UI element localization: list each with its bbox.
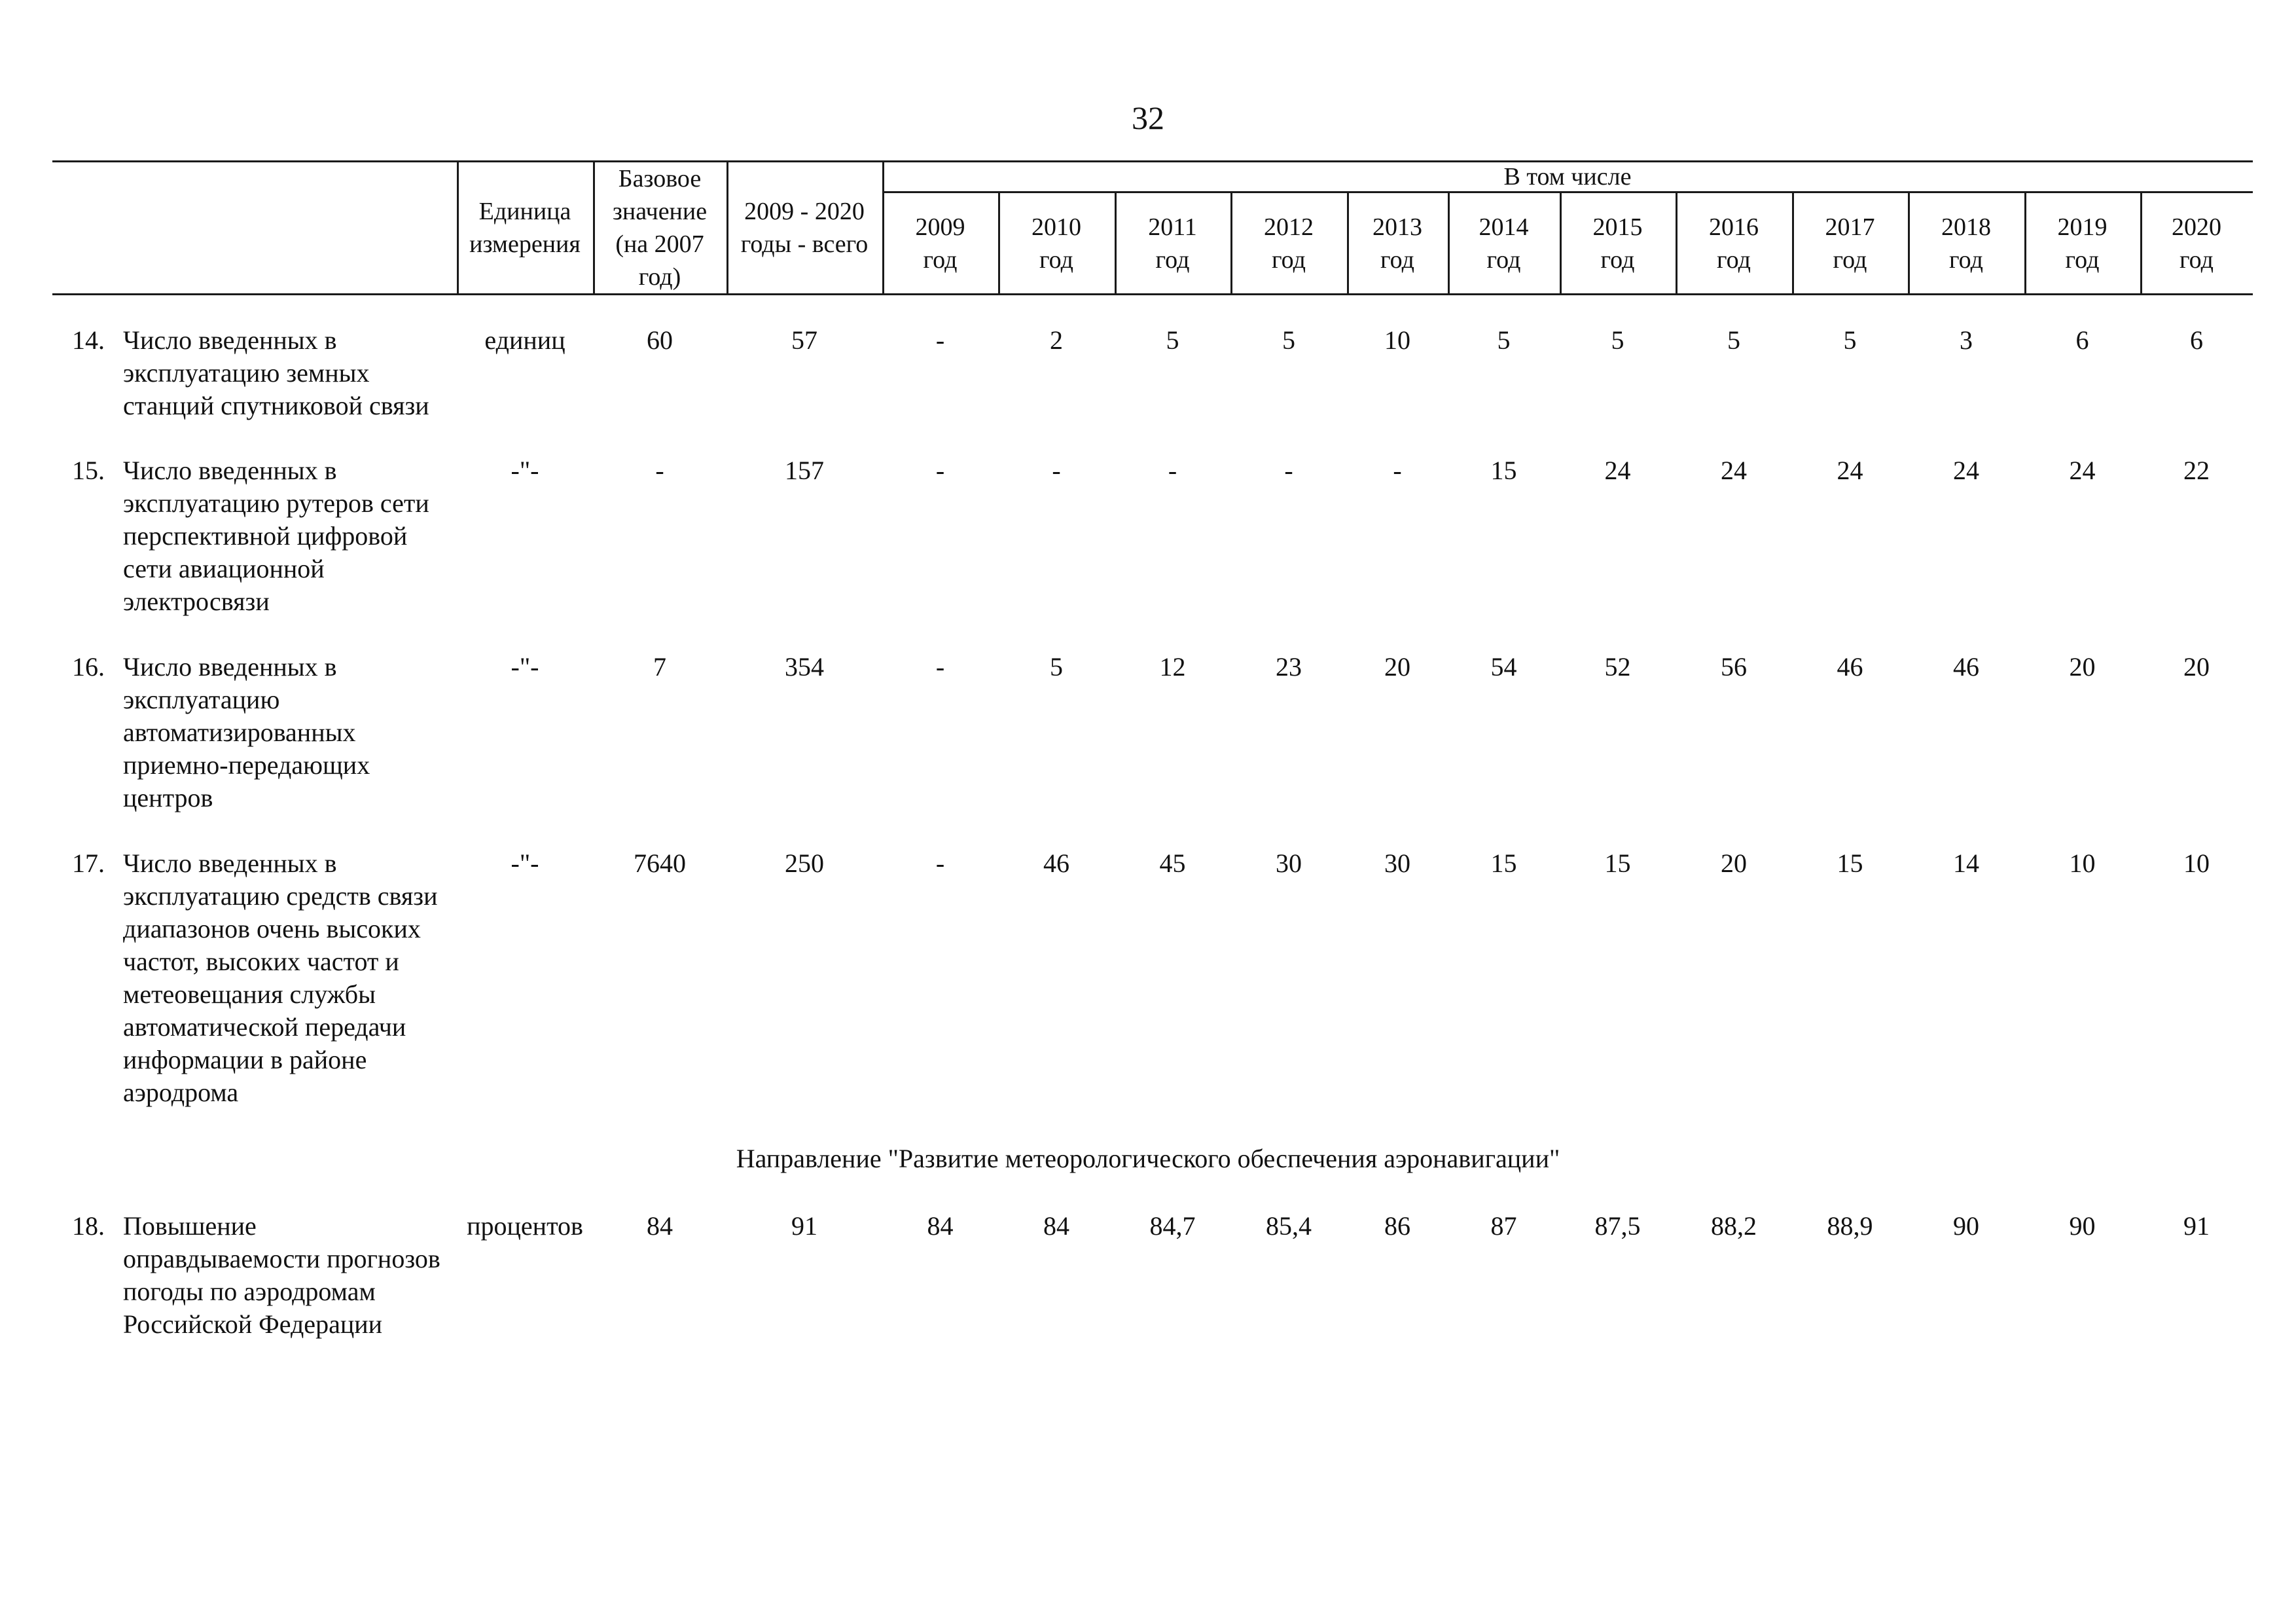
row-number: 18. xyxy=(72,1211,105,1241)
row-number: 15. xyxy=(72,456,105,485)
year-value-cell: 88,9 xyxy=(1827,1211,1873,1241)
year-value-cell: 20 xyxy=(1384,652,1410,682)
year-value-cell: - xyxy=(1393,456,1402,485)
year-value-cell: 46 xyxy=(1837,652,1863,682)
year-value-cell: 24 xyxy=(1953,456,1979,485)
base-value-cell: - xyxy=(655,456,664,485)
base-value-cell: 60 xyxy=(647,325,673,355)
header-base-value: Базовое значение (на 2007 год) xyxy=(612,164,708,291)
unit-cell: единиц xyxy=(484,325,565,355)
total-cell: 354 xyxy=(785,652,824,682)
year-value-cell: 30 xyxy=(1276,848,1302,878)
header-year: 2009 год xyxy=(915,213,965,274)
header-year: 2014 год xyxy=(1479,213,1529,274)
year-value-cell: 15 xyxy=(1837,848,1863,878)
year-value-cell: 5 xyxy=(1727,325,1740,355)
year-value-cell: 45 xyxy=(1159,848,1186,878)
year-value-cell: 24 xyxy=(1837,456,1863,485)
year-value-cell: 5 xyxy=(1050,652,1063,682)
year-value-cell: 5 xyxy=(1843,325,1857,355)
year-value-cell: 90 xyxy=(2069,1211,2096,1241)
header-year: 2011 год xyxy=(1148,213,1197,274)
total-cell: 157 xyxy=(785,456,824,485)
year-value-cell: 85,4 xyxy=(1266,1211,1312,1241)
header-year: 2010 год xyxy=(1031,213,1081,274)
year-value-cell: 56 xyxy=(1721,652,1747,682)
year-value-cell: 3 xyxy=(1960,325,1973,355)
row-number: 16. xyxy=(72,652,105,682)
section-title: Направление "Развитие метеорологического обеспечения аэронавигации" xyxy=(736,1144,1560,1173)
base-value-cell: 7640 xyxy=(634,848,686,878)
year-value-cell: - xyxy=(935,848,945,878)
year-value-cell: - xyxy=(935,652,945,682)
year-value-cell: - xyxy=(1284,456,1293,485)
indicator-name: Повышение оправдываемости прогнозов погоды по аэродромам Российской Федерации xyxy=(123,1211,440,1339)
year-value-cell: 87 xyxy=(1490,1211,1517,1241)
base-value-cell: 84 xyxy=(647,1211,673,1241)
year-value-cell: - xyxy=(935,325,945,355)
header-year: 2013 год xyxy=(1372,213,1422,274)
table-header-bottom-rule xyxy=(52,293,2253,295)
year-value-cell: - xyxy=(1052,456,1061,485)
year-value-cell: 30 xyxy=(1384,848,1410,878)
year-value-cell: 12 xyxy=(1159,652,1186,682)
header-year: 2017 год xyxy=(1825,213,1875,274)
year-value-cell: 20 xyxy=(2069,652,2096,682)
year-value-cell: 10 xyxy=(2069,848,2096,878)
indicator-name: Число введенных в эксплуатацию средств связи диапазонов очень высоких частот, высоких частот и метеовещания службы автоматической передачи информации в районе аэродрома xyxy=(123,848,438,1107)
row-number: 14. xyxy=(72,325,105,355)
year-value-cell: 24 xyxy=(1721,456,1747,485)
year-value-cell: 5 xyxy=(1282,325,1295,355)
year-value-cell: 87,5 xyxy=(1594,1211,1641,1241)
indicator-name: Число введенных в эксплуатацию земных станций спутниковой связи xyxy=(123,325,429,420)
year-value-cell: 84,7 xyxy=(1149,1211,1196,1241)
year-value-cell: 20 xyxy=(1721,848,1747,878)
year-value-cell: 23 xyxy=(1276,652,1302,682)
unit-cell: процентов xyxy=(467,1211,583,1241)
year-value-cell: 15 xyxy=(1490,456,1517,485)
header-year: 2016 год xyxy=(1709,213,1759,274)
year-value-cell: 22 xyxy=(2183,456,2210,485)
year-value-cell: - xyxy=(935,456,945,485)
year-value-cell: 5 xyxy=(1611,325,1624,355)
header-year: 2015 год xyxy=(1592,213,1643,274)
year-value-cell: 24 xyxy=(1604,456,1631,485)
year-value-cell: 14 xyxy=(1953,848,1979,878)
year-value-cell: 84 xyxy=(927,1211,954,1241)
unit-cell: -"- xyxy=(511,848,539,878)
year-value-cell: 84 xyxy=(1043,1211,1069,1241)
year-value-cell: 24 xyxy=(2069,456,2096,485)
header-unit: Единица измерения xyxy=(469,197,581,258)
unit-cell: -"- xyxy=(511,652,539,682)
year-value-cell: - xyxy=(1168,456,1177,485)
year-value-cell: 10 xyxy=(2183,848,2210,878)
row-number: 17. xyxy=(72,848,105,878)
year-value-cell: 6 xyxy=(2190,325,2203,355)
year-value-cell: 88,2 xyxy=(1711,1211,1757,1241)
year-value-cell: 91 xyxy=(2183,1211,2210,1241)
year-value-cell: 15 xyxy=(1604,848,1631,878)
indicator-name: Число введенных в эксплуатацию рутеров сети перспективной цифровой сети авиационной электросвязи xyxy=(123,456,429,616)
year-value-cell: 46 xyxy=(1043,848,1069,878)
year-value-cell: 2 xyxy=(1050,325,1063,355)
year-value-cell: 86 xyxy=(1384,1211,1410,1241)
header-year: 2018 год xyxy=(1941,213,1991,274)
total-cell: 91 xyxy=(791,1211,817,1241)
year-value-cell: 90 xyxy=(1953,1211,1979,1241)
header-year: 2012 год xyxy=(1264,213,1314,274)
total-cell: 57 xyxy=(791,325,817,355)
page-number: 32 xyxy=(1132,100,1164,136)
year-value-cell: 20 xyxy=(2183,652,2210,682)
base-value-cell: 7 xyxy=(653,652,666,682)
year-value-cell: 5 xyxy=(1497,325,1511,355)
year-value-cell: 54 xyxy=(1490,652,1517,682)
total-cell: 250 xyxy=(785,848,824,878)
header-year: 2020 год xyxy=(2172,213,2221,274)
year-value-cell: 5 xyxy=(1166,325,1179,355)
header-year: 2019 год xyxy=(2057,213,2108,274)
year-value-cell: 10 xyxy=(1384,325,1410,355)
header-total: 2009 - 2020 годы - всего xyxy=(740,197,869,258)
header-including: В том числе xyxy=(1503,162,1632,191)
year-value-cell: 52 xyxy=(1604,652,1631,682)
unit-cell: -"- xyxy=(511,456,539,485)
year-value-cell: 15 xyxy=(1490,848,1517,878)
year-value-cell: 6 xyxy=(2075,325,2089,355)
year-value-cell: 46 xyxy=(1953,652,1979,682)
indicator-name: Число введенных в эксплуатацию автоматизированных приемно-передающих центров xyxy=(123,652,370,812)
